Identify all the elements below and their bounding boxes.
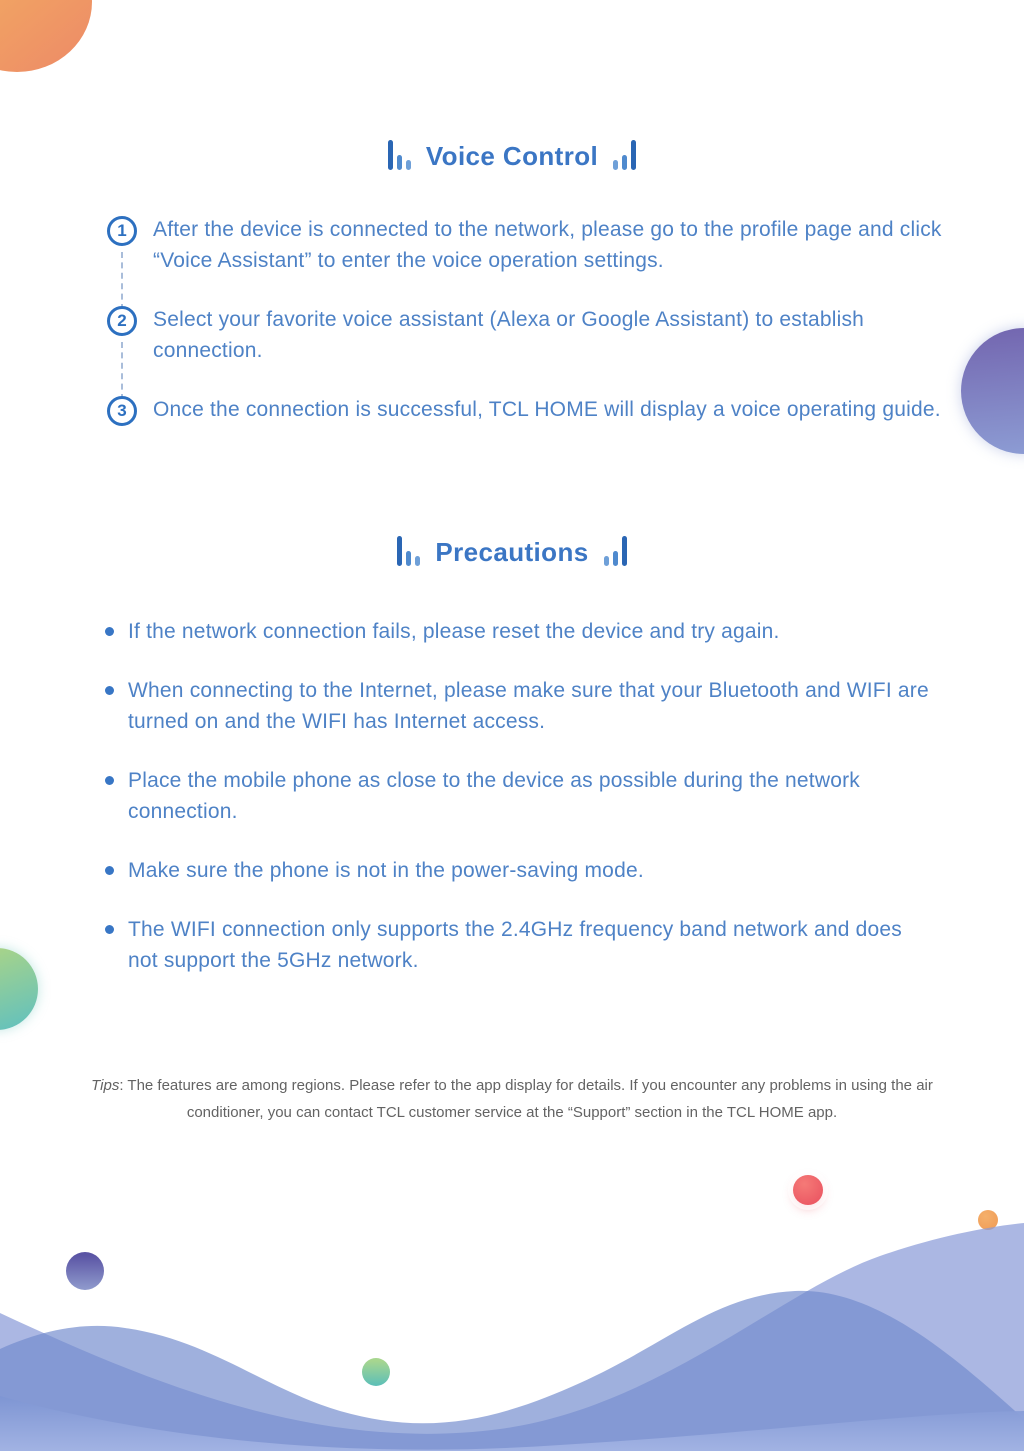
voice-control-section — [0, 0, 1024, 426]
voice-control-steps — [107, 214, 1024, 426]
list-item-text: Make sure the phone is not in the power-saving mode. — [128, 859, 644, 882]
step-item-1 — [107, 214, 1024, 276]
list-item — [105, 765, 1024, 827]
wave-footer-graphic — [0, 1161, 1024, 1451]
bullet-dot-icon — [105, 866, 114, 875]
list-item-text: When connecting to the Internet, please make sure that your Bluetooth and WIFI are turned on and the WIFI has Internet access. — [128, 679, 929, 733]
equalizer-bars-asc-icon — [604, 536, 627, 568]
precautions-list — [105, 616, 1024, 976]
step-number-badge: 1 — [107, 216, 137, 246]
step-item-3 — [107, 394, 1024, 426]
precautions-title: Precautions — [435, 536, 589, 567]
bullet-dot-icon — [105, 925, 114, 934]
precautions-section — [0, 536, 1024, 976]
bullet-dot-icon — [105, 776, 114, 785]
step-text: After the device is connected to the network, please go to the profile page and click “Voice Assistant” to enter the voice operation settings. — [153, 218, 942, 272]
bullet-dot-icon — [105, 686, 114, 695]
list-item — [105, 855, 1024, 886]
list-item — [105, 616, 1024, 647]
precautions-title-row — [0, 536, 1024, 568]
equalizer-bars-desc-icon — [388, 140, 411, 172]
equalizer-bars-asc-icon — [613, 140, 636, 172]
step-text: Select your favorite voice assistant (Alexa or Google Assistant) to establish connection. — [153, 308, 865, 362]
voice-control-title: Voice Control — [425, 140, 599, 171]
bullet-dot-icon — [105, 627, 114, 636]
step-text: Once the connection is successful, TCL HOME will display a voice operating guide. — [153, 398, 941, 421]
equalizer-bars-desc-icon — [397, 536, 420, 568]
list-item-text: The WIFI connection only supports the 2.4GHz frequency band network and does not support the 5GHz network. — [128, 918, 902, 972]
step-item-2 — [107, 304, 1024, 366]
step-number-badge: 2 — [107, 306, 137, 336]
list-item-text: If the network connection fails, please reset the device and try again. — [128, 620, 780, 643]
list-item-text: Place the mobile phone as close to the device as possible during the network connection. — [128, 769, 860, 823]
tips-footnote — [86, 1072, 938, 1126]
list-item — [105, 675, 1024, 737]
list-item — [105, 914, 1024, 976]
tips-label: Tips — [91, 1077, 120, 1094]
step-number-badge: 3 — [107, 396, 137, 426]
tips-text: : The features are among regions. Please refer to the app display for details. If you encounter any problems in using the air conditioner, you can contact TCL customer service at the “Support” section in the TCL HOME app. — [119, 1077, 933, 1121]
voice-control-title-row — [0, 140, 1024, 172]
